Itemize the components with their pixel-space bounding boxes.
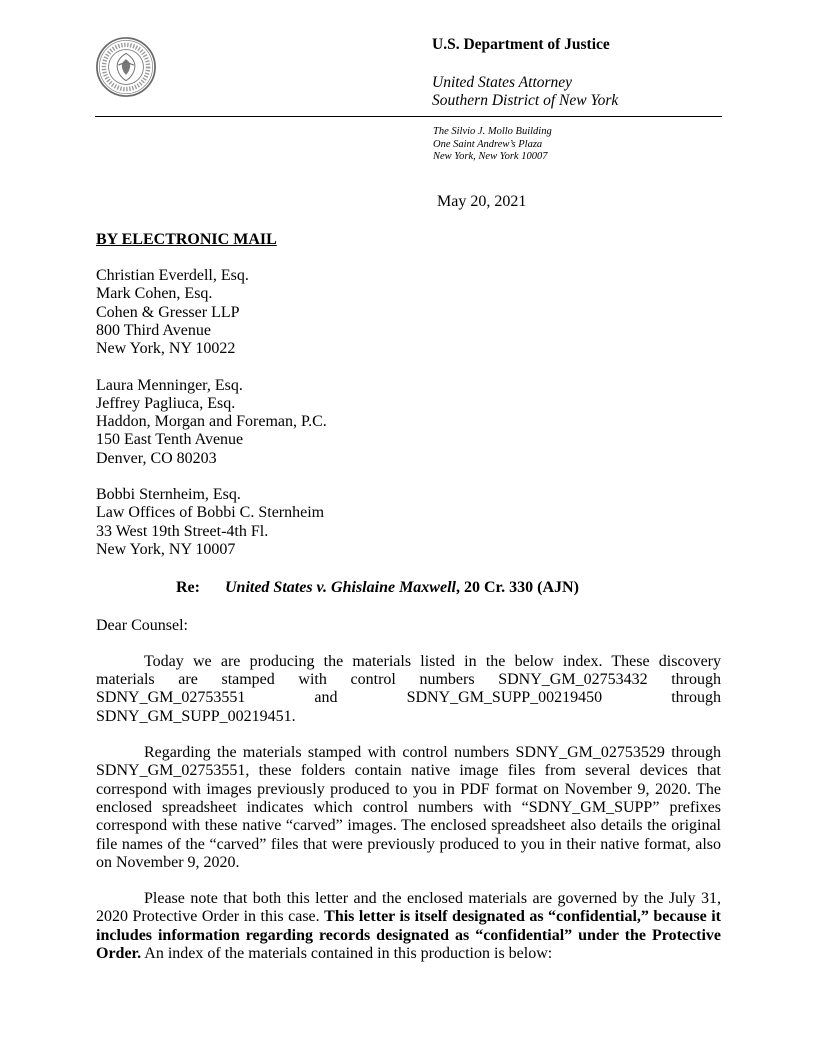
office-address-line: One Saint Andrew’s Plaza <box>433 138 543 150</box>
recipient-line: Christian Everdell, Esq. <box>96 267 249 285</box>
letterhead <box>0 0 816 110</box>
recipient-line: Denver, CO 80203 <box>96 449 217 467</box>
salutation: Dear Counsel: <box>96 616 188 634</box>
recipient-line: New York, NY 10022 <box>96 340 236 358</box>
letterhead-text <box>432 36 816 110</box>
recipient-line: Cohen & Gresser LLP <box>96 303 240 321</box>
header-divider <box>95 116 722 117</box>
doj-seal-icon <box>95 36 157 98</box>
recipient-block <box>96 486 721 559</box>
paragraph-3-normal: An index of the materials contained in this production is below: <box>141 944 553 962</box>
delivery-method: BY ELECTRONIC MAIL <box>96 230 277 248</box>
recipient-block <box>96 377 721 468</box>
paragraph-3 <box>96 890 721 963</box>
office-address-line: New York, New York 10007 <box>433 151 548 163</box>
office-address <box>433 126 816 164</box>
recipient-line: 33 West 19th Street-4th Fl. <box>96 522 269 540</box>
letter-date: May 20, 2021 <box>437 192 527 210</box>
recipient-block <box>96 267 721 358</box>
office-title: United States Attorney <box>432 74 573 91</box>
recipient-line: New York, NY 10007 <box>96 540 236 558</box>
recipient-line: Haddon, Morgan and Foreman, P.C. <box>96 413 327 431</box>
recipient-line: Mark Cohen, Esq. <box>96 285 213 303</box>
re-label: Re: <box>176 579 200 597</box>
recipient-line: Bobbi Sternheim, Esq. <box>96 486 241 504</box>
recipient-line: Jeffrey Pagliuca, Esq. <box>96 394 236 412</box>
recipient-line: 150 East Tenth Avenue <box>96 431 244 449</box>
paragraph-3-bold: This letter is itself designated as “confidential,” because it includes information regarding records designated as “confidential” under the Protective Order. <box>96 908 721 962</box>
paragraph-2: Regarding the materials stamped with control numbers SDNY_GM_02753529 through SDNY_GM_02753551, these folders contain native image files from several devices that correspond with images previously produced to you in PDF format on November 9, 2020. The enclosed spreadsheet indicates which control numbers with “SDNY_GM_SUPP” prefixes correspond with these native “carved” images. The enclosed spreadsheet also details the original file names of the “carved” files that were previously produced to you in their native format, also on November 9, 2020. <box>96 744 721 871</box>
letter-body <box>0 231 816 964</box>
case-name: United States v. Ghislaine Maxwell <box>224 579 456 597</box>
agency-name: U.S. Department of Justice <box>432 36 610 53</box>
re-line <box>176 579 721 597</box>
office-district: Southern District of New York <box>432 92 619 109</box>
case-number: , 20 Cr. 330 (AJN) <box>455 579 579 597</box>
paragraph-1: Today we are producing the materials listed in the below index. These discovery materials are stamped with control numbers SDNY_GM_02753432 through SDNY_GM_02753551 and SDNY_GM_SUPP_00219450 through SDNY_GM_SUPP_00219451. <box>96 652 721 725</box>
recipient-line: Law Offices of Bobbi C. Sternheim <box>96 504 325 522</box>
recipient-line: Laura Menninger, Esq. <box>96 376 243 394</box>
paragraph-3-normal: Please note that both this letter and the enclosed materials are governed by the July 31, 2020 Protective Order in this case. <box>96 890 721 926</box>
recipient-line: 800 Third Avenue <box>96 321 211 339</box>
office-address-line: The Silvio J. Mollo Building <box>433 126 552 137</box>
